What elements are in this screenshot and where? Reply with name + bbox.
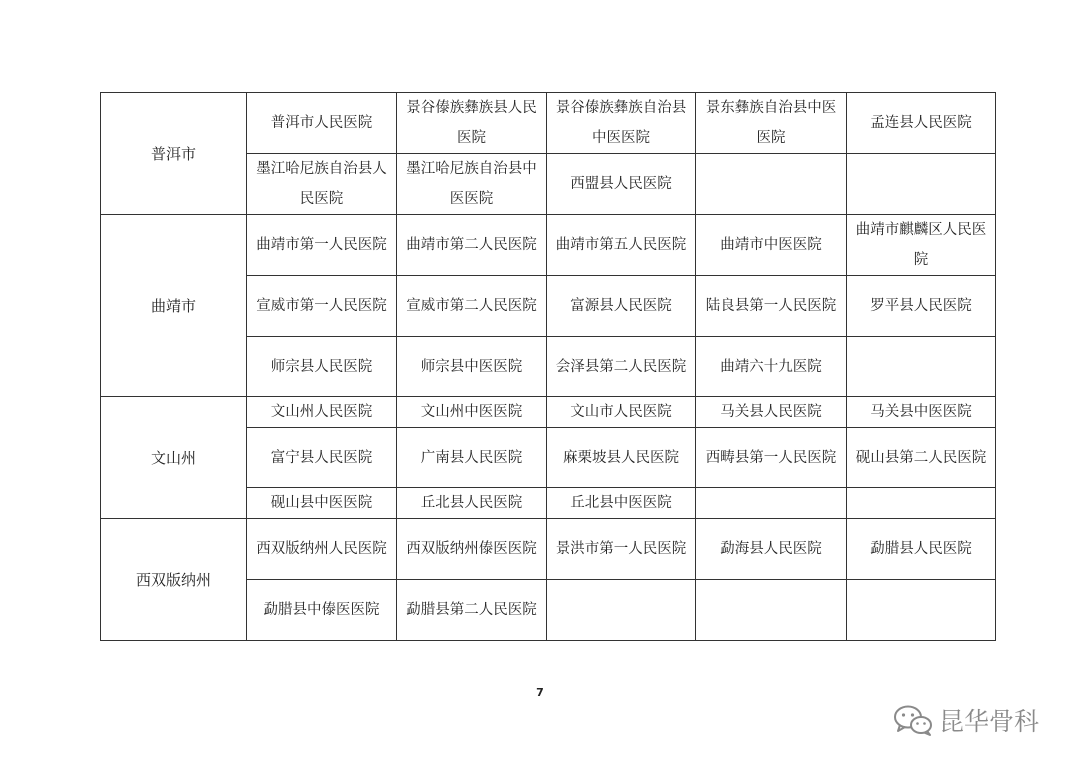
hospital-cell: 墨江哈尼族自治县人民医院 [247,154,397,215]
hospital-cell: 景谷傣族彝族自治县中医医院 [547,93,696,154]
page-number: 7 [536,686,544,699]
hospital-table-body [101,93,996,641]
hospital-cell: 广南县人民医院 [397,428,547,488]
city-cell: 西双版纳州 [101,519,247,641]
hospital-cell: 丘北县人民医院 [397,488,547,519]
hospital-cell: 曲靖市中医医院 [696,215,847,276]
city-cell: 曲靖市 [101,215,247,397]
hospital-cell: 富宁县人民医院 [247,428,397,488]
hospital-cell: 麻栗坡县人民医院 [547,428,696,488]
hospital-cell: 勐腊县第二人民医院 [397,580,547,641]
hospital-cell: 景东彝族自治县中医医院 [696,93,847,154]
hospital-cell: 砚山县中医医院 [247,488,397,519]
hospital-cell: 勐腊县中傣医医院 [247,580,397,641]
hospital-cell: 丘北县中医医院 [547,488,696,519]
hospital-cell: 西盟县人民医院 [547,154,696,215]
hospital-cell: 景谷傣族彝族县人民医院 [397,93,547,154]
wechat-icon [893,704,933,736]
hospital-cell: 景洪市第一人民医院 [547,519,696,580]
watermark-text: 昆华骨科 [939,707,1040,736]
hospital-cell: 曲靖市第二人民医院 [397,215,547,276]
hospital-cell: 宣威市第一人民医院 [247,276,397,337]
table-row [101,397,996,428]
hospital-cell: 曲靖市麒麟区人民医院 [847,215,996,276]
hospital-cell: 马关县人民医院 [696,397,847,428]
hospital-cell: 师宗县人民医院 [247,337,397,397]
hospital-cell [696,154,847,215]
hospital-cell [696,580,847,641]
hospital-cell: 西双版纳州人民医院 [247,519,397,580]
hospital-cell: 陆良县第一人民医院 [696,276,847,337]
hospital-cell: 曲靖市第一人民医院 [247,215,397,276]
hospital-cell: 普洱市人民医院 [247,93,397,154]
hospital-cell: 曲靖六十九医院 [696,337,847,397]
hospital-cell: 会泽县第二人民医院 [547,337,696,397]
watermark [893,700,1039,740]
hospital-cell [847,488,996,519]
table-row [101,215,996,276]
hospital-cell [847,154,996,215]
hospital-cell: 曲靖市第五人民医院 [547,215,696,276]
hospital-cell: 富源县人民医院 [547,276,696,337]
hospital-cell: 勐腊县人民医院 [847,519,996,580]
hospital-cell [847,580,996,641]
hospital-cell: 墨江哈尼族自治县中医医院 [397,154,547,215]
city-cell: 普洱市 [101,93,247,215]
hospital-cell: 砚山县第二人民医院 [847,428,996,488]
hospital-cell: 罗平县人民医院 [847,276,996,337]
hospital-cell: 孟连县人民医院 [847,93,996,154]
hospital-cell: 勐海县人民医院 [696,519,847,580]
hospital-cell: 宣威市第二人民医院 [397,276,547,337]
table-row [101,519,996,580]
hospital-cell: 文山州人民医院 [247,397,397,428]
hospital-cell [847,337,996,397]
city-cell: 文山州 [101,397,247,519]
hospital-cell: 西双版纳州傣医医院 [397,519,547,580]
hospital-cell: 文山州中医医院 [397,397,547,428]
table-row [101,93,996,154]
hospital-cell: 马关县中医医院 [847,397,996,428]
hospital-cell: 文山市人民医院 [547,397,696,428]
hospital-table [100,92,996,641]
hospital-cell: 西畴县第一人民医院 [696,428,847,488]
hospital-cell [547,580,696,641]
hospital-cell: 师宗县中医医院 [397,337,547,397]
hospital-cell [696,488,847,519]
